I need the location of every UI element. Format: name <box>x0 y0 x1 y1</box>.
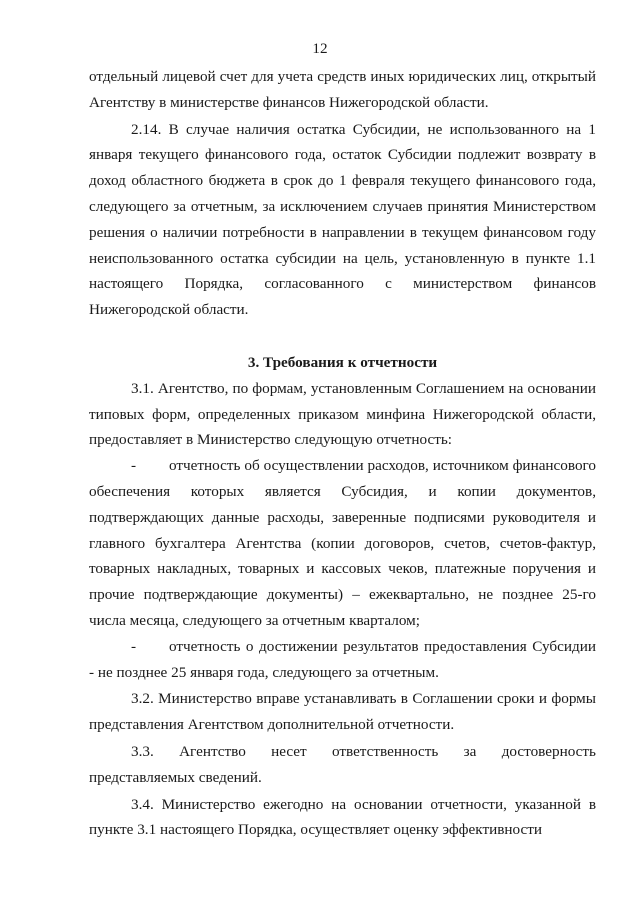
list-item-text: отчетность об осуществлении расходов, источником финансового обеспечения которых является Субсидия, и копии документов, подтверждающих данные расходы, заверенные подписями руководителя и главного бухгалтера Агентства (копии договоров, счетов, счетов-фактур, товарных накладных, товарных и кассовых чеков, платежные поручения и прочие подтверждающие документы) – ежеквартально, не позднее 25-го числа месяца, следующего за отчетным кварталом; <box>89 457 596 629</box>
list-dash-marker: - <box>131 637 137 655</box>
paragraph-3-2: 3.2. Министерство вправе устанавливать в Соглашении сроки и формы представления Агентством дополнительной отчетности. <box>89 690 596 734</box>
page-number: 12 <box>312 40 328 57</box>
paragraph-continuation: отдельный лицевой счет для учета средств иных юридических лиц, открытый Агентству в министерстве финансов Нижегородской области. <box>89 68 596 111</box>
document-body <box>89 64 596 843</box>
paragraph-2-14: 2.14. В случае наличия остатка Субсидии, не использованного на 1 января текущего финансового года, остаток Субсидии подлежит возврату в доход областного бюджета в срок до 1 февраля текущего финансового года, следующего за отчетным, за исключением случаев принятия Министерством решения о наличии потребности в направлении в текущем финансовом году неиспользованного остатка субсидии на цель, установленную в пункте 1.1 настоящего Порядка, согласованного с министерством финансов Нижегородской области. <box>89 120 596 319</box>
list-item-expense-report <box>89 453 596 634</box>
paragraph-3-1: 3.1. Агентство, по формам, установленным Соглашением на основании типовых форм, определенных приказом минфина Нижегородской области, предоставляет в Министерство следующую отчетность: <box>89 379 596 449</box>
section-heading-3: 3. Требования к отчетности <box>247 353 438 371</box>
list-dash-marker: - <box>131 457 137 475</box>
paragraph-3-4: 3.4. Министерство ежегодно на основании отчетности, указанной в пункте 3.1 настоящего Порядка, осуществляет оценку эффективности <box>89 795 596 839</box>
paragraph-3-3: 3.3. Агентство несет ответственность за достоверность представляемых сведений. <box>89 742 596 786</box>
list-item-results-report <box>89 634 596 686</box>
list-item-text: отчетность о достижении результатов предоставления Субсидии - не позднее 25 января года, следующего за отчетным. <box>89 637 596 681</box>
